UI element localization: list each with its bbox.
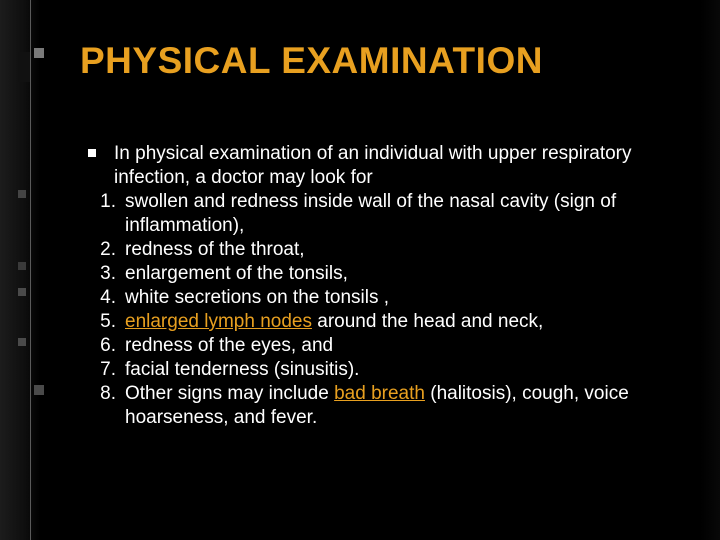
- decorative-squares: [18, 0, 48, 540]
- list-item: [88, 190, 688, 238]
- slide-content: [88, 142, 688, 430]
- list-number: 1.: [100, 191, 116, 212]
- list-number: 3.: [100, 263, 116, 284]
- deco-square: [18, 52, 30, 82]
- list-item: [88, 334, 688, 358]
- deco-square: [18, 338, 26, 346]
- list-item: [88, 286, 688, 310]
- list-number: 5.: [100, 311, 116, 332]
- square-bullet-icon: [88, 149, 96, 157]
- deco-square: [34, 48, 44, 58]
- intro-text: In physical examination of an individual with upper respiratory infection, a doctor may look for: [114, 143, 632, 188]
- item-text: swollen and redness inside wall of the nasal cavity (sign of inflammation),: [125, 191, 617, 236]
- list-number: 2.: [100, 239, 116, 260]
- item-text: redness of the throat,: [125, 239, 305, 260]
- deco-square: [18, 190, 26, 198]
- slide-title: PHYSICAL EXAMINATION: [80, 40, 543, 81]
- list-item: [88, 382, 688, 430]
- bad-breath-link[interactable]: bad breath: [334, 383, 425, 404]
- list-number: 8.: [100, 383, 116, 404]
- deco-square: [34, 385, 44, 395]
- item-text: (halitosis), cough, voice hoarseness, and fever.: [125, 383, 629, 428]
- list-item: [88, 310, 688, 334]
- deco-square: [18, 262, 26, 270]
- item-text: facial tenderness (sinusitis).: [125, 359, 360, 380]
- deco-square: [18, 288, 26, 296]
- item-text-before: Other signs may include: [125, 383, 329, 404]
- list-item: [88, 358, 688, 382]
- intro-bullet: [88, 142, 688, 190]
- item-text: redness of the eyes, and: [125, 335, 334, 356]
- item-text: white secretions on the tonsils ,: [125, 287, 390, 308]
- item-text: around the head and neck,: [317, 311, 544, 332]
- list-item: [88, 238, 688, 262]
- enlarged-lymph-nodes-link[interactable]: enlarged lymph nodes: [125, 311, 312, 332]
- list-item: [88, 262, 688, 286]
- findings-list: [88, 190, 688, 430]
- list-number: 6.: [100, 335, 116, 356]
- list-number: 4.: [100, 287, 116, 308]
- list-number: 7.: [100, 359, 116, 380]
- item-text: enlargement of the tonsils,: [125, 263, 348, 284]
